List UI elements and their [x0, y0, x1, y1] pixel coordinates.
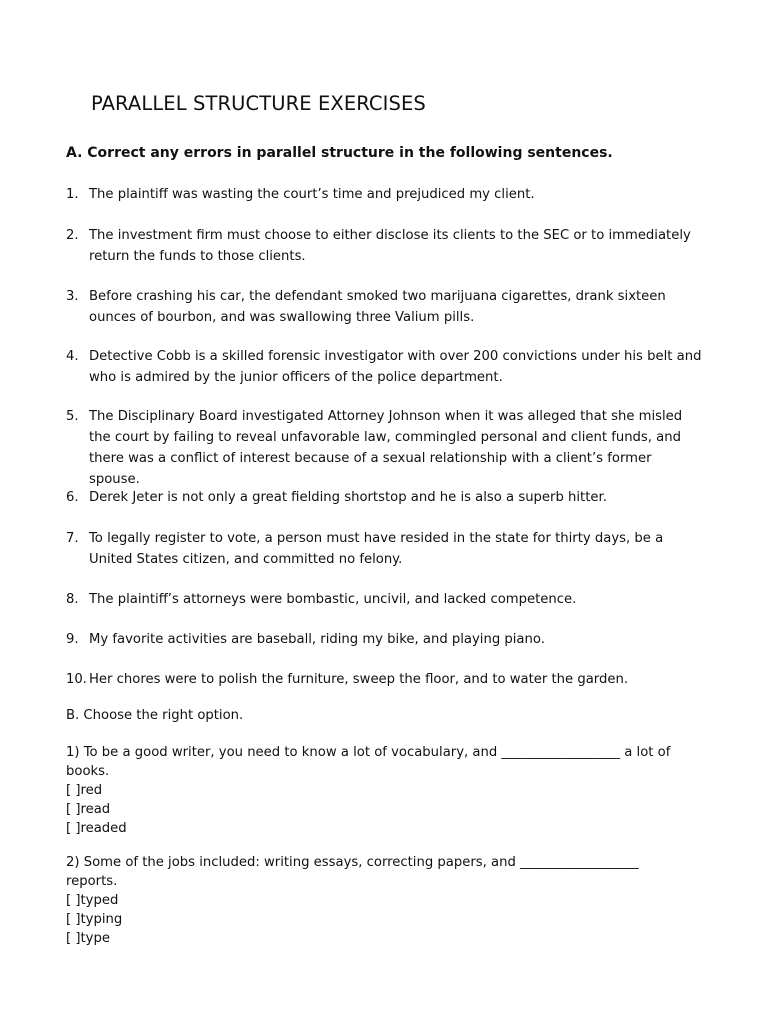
item-number: 7.	[66, 531, 79, 546]
document-title: PARALLEL STRUCTURE EXERCISES	[91, 92, 426, 115]
item-text: My favorite activities are baseball, riding my bike, and playing piano.	[89, 632, 545, 647]
item-number: 2.	[66, 228, 79, 243]
item-number: 3.	[66, 289, 79, 304]
item-text: To legally register to vote, a person must have resided in the state for thirty days, be a United States citizen, and committed no felony.	[89, 531, 664, 567]
answer-option[interactable]: [ ]typed	[66, 893, 119, 908]
exercise-item	[66, 589, 706, 610]
item-text: Her chores were to polish the furniture, sweep the floor, and to water the garden.	[89, 672, 629, 687]
item-number: 10.	[66, 672, 87, 687]
section-b-heading: B. Choose the right option.	[66, 708, 244, 723]
exercise-item	[66, 286, 706, 328]
item-number: 9.	[66, 632, 79, 647]
item-number: 6.	[66, 490, 79, 505]
question-text: 2) Some of the jobs included: writing essays, correcting papers, and __________________ reports.	[66, 855, 639, 889]
item-number: 1.	[66, 187, 79, 202]
question-text: 1) To be a good writer, you need to know a lot of vocabulary, and __________________ a lot of books.	[66, 745, 671, 779]
item-number: 8.	[66, 592, 79, 607]
answer-option[interactable]: [ ]read	[66, 802, 111, 817]
item-text: The plaintiff was wasting the court’s time and prejudiced my client.	[89, 187, 535, 202]
answer-option[interactable]: [ ]readed	[66, 821, 127, 836]
exercise-item	[66, 629, 706, 650]
exercise-item	[66, 346, 706, 388]
item-text: The Disciplinary Board investigated Attorney Johnson when it was alleged that she misled the court by failing to reveal unfavorable law, commingled personal and client funds, and there was a conflict of interest because of a sexual relationship with a client’s former spouse.	[89, 409, 683, 487]
exercise-item	[66, 406, 706, 490]
item-number: 5.	[66, 409, 79, 424]
exercise-item	[66, 528, 706, 570]
item-text: Derek Jeter is not only a great fielding shortstop and he is also a superb hitter.	[89, 490, 607, 505]
item-text: The plaintiff’s attorneys were bombastic, uncivil, and lacked competence.	[89, 592, 577, 607]
question-block	[66, 743, 686, 838]
exercise-item	[66, 669, 706, 690]
exercise-item	[66, 184, 706, 205]
item-text: Before crashing his car, the defendant smoked two marijuana cigarettes, drank sixteen ounces of bourbon, and was swallowing three Valium pills.	[89, 289, 666, 325]
item-text: The investment firm must choose to either disclose its clients to the SEC or to immediately return the funds to those clients.	[89, 228, 691, 264]
item-number: 4.	[66, 349, 79, 364]
section-a-heading: A. Correct any errors in parallel structure in the following sentences.	[66, 145, 613, 161]
answer-option[interactable]: [ ]type	[66, 931, 110, 946]
answer-option[interactable]: [ ]red	[66, 783, 103, 798]
question-block	[66, 853, 686, 948]
exercise-item	[66, 225, 706, 267]
item-text: Detective Cobb is a skilled forensic investigator with over 200 convictions under his belt and who is admired by the junior officers of the police department.	[89, 349, 702, 385]
answer-option[interactable]: [ ]typing	[66, 912, 123, 927]
exercise-item	[66, 487, 706, 508]
